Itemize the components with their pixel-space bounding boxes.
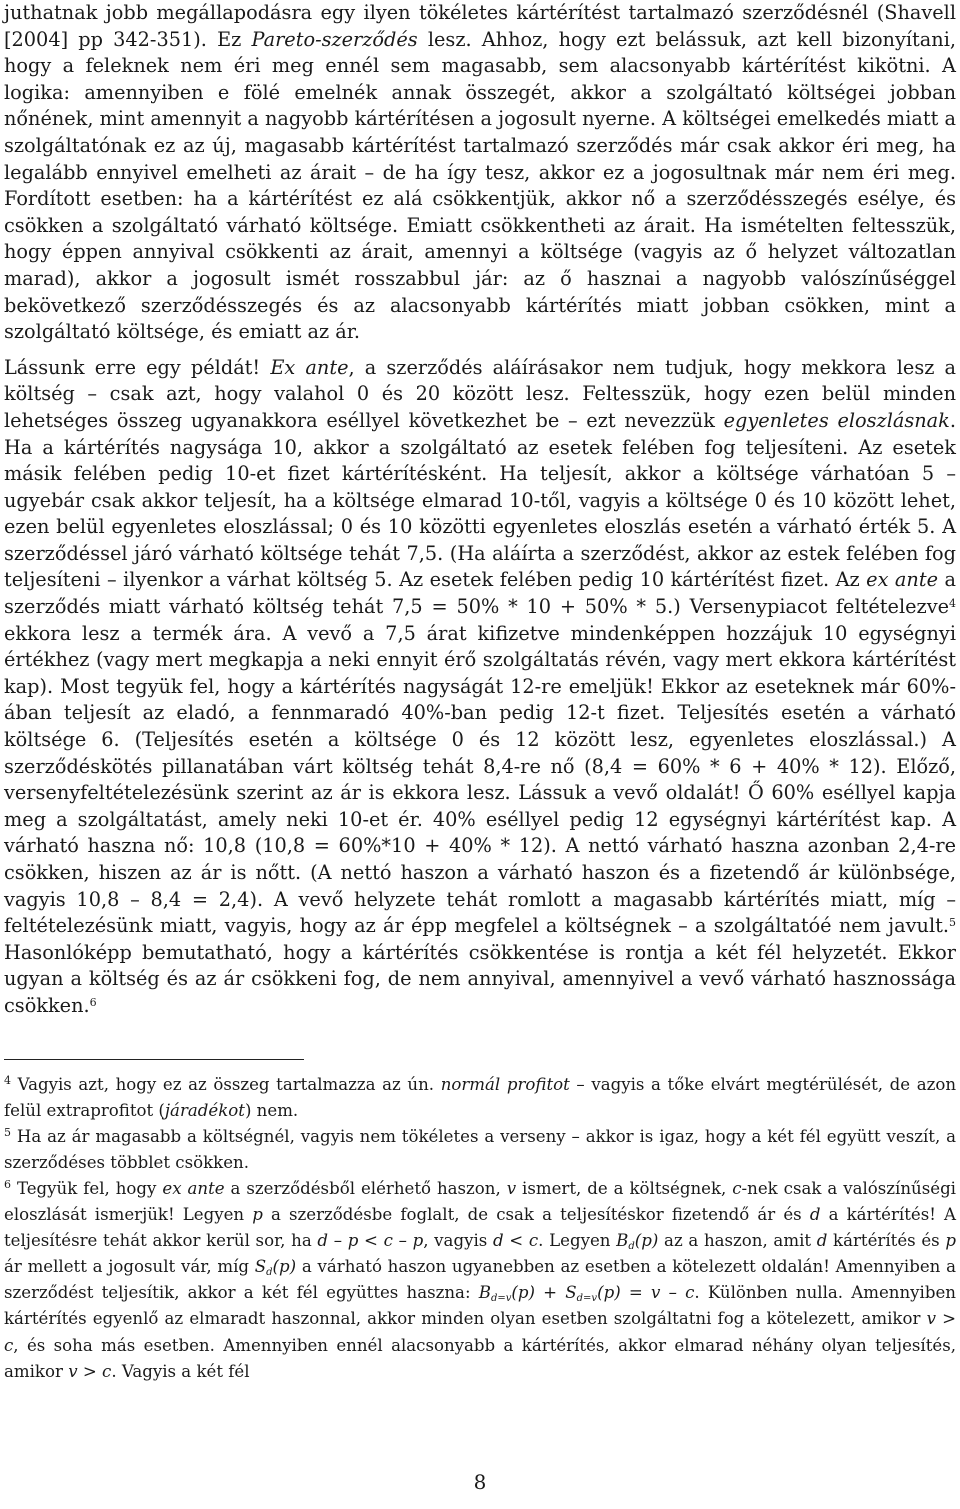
body-paragraph <box>4 0 956 346</box>
text-run: a szerződésbe foglalt, de csak a teljesítéskor fizetendő ár és <box>262 1205 810 1225</box>
text-run: ismert, de a költségnek, <box>516 1178 733 1198</box>
italic-text: c <box>732 1178 742 1198</box>
text-run: juthatnak jobb megállapodásra egy ilyen tökéletes kártérítést tartalmazó szerződésnél (Shavell [2004] pp 342-351). Ez <box>4 1 956 51</box>
footnote-separator <box>4 1059 304 1060</box>
footnote-marker: 6 <box>89 995 97 1009</box>
footnote-marker: 5 <box>4 1125 11 1139</box>
text-run: ár mellett a jogosult vár, míg <box>4 1257 255 1277</box>
footnote-marker: 6 <box>4 1177 11 1191</box>
italic-text: d <box>816 1231 828 1251</box>
text-run: . Ha a kártérítés nagysága 10, akkor a szolgáltató az esetek felében fog teljesíteni. Az esetek másik felében pedig 10-et fizet kártérítésként. Ha teljesít, akkor a költsége várhatóan 5 – ugyebár csak akkor teljesít, ha a költsége elmarad 10-től, vagyis a költsége 0 és 10 között lehet, ezen belül egyenletes eloszlással; 0 és 10 közötti egyenletes eloszlás esetén a várható érték 5. A szerződéssel járó várható költsége tehát 7,5. (Ha aláírta a szerződést, akkor az estek felében fog teljesíteni – ilyenkor a várhat költség 5. Az esetek felében pedig 10 kártérítést fizet. Az <box>4 408 956 592</box>
footnote-marker: 4 <box>949 597 956 611</box>
italic-text: (p) <box>272 1257 297 1277</box>
subscript: d <box>628 1241 635 1253</box>
text-run: az a haszon, amit <box>658 1231 817 1251</box>
text-run: . Különben nulla. Amennyiben kártérítés egyenlő az elmaradt haszonnal, akkor minden olyan esetben szolgáltatni fog a kötelezett, amikor <box>4 1283 956 1329</box>
text-run: , vagyis <box>423 1231 493 1251</box>
text-run: a várható haszon ugyanebben az esetben a kötelezett oldalán! Amennyiben a szerződést teljesítik, akkor a két fél együttes haszna: <box>4 1257 956 1303</box>
footnote-marker: 4 <box>4 1073 11 1087</box>
text-run: Tegyük fel, hogy <box>11 1178 163 1198</box>
italic-text: ex ante <box>866 568 939 592</box>
italic-text: d – p < c – p <box>317 1231 424 1251</box>
footnote <box>4 1176 956 1385</box>
italic-text: (p) = v – c <box>597 1283 695 1303</box>
text-run: a szerződés miatt várható költség tehát 7,5 = 50% * 10 + 50% * 5.) Versenypiacot feltételezve <box>4 568 956 619</box>
italic-text: p <box>945 1231 957 1251</box>
italic-text: Pareto-szerződés <box>251 27 418 51</box>
text-run: lesz. Ahhoz, hogy ezt belássuk, azt kell bizonyítani, hogy a feleknek nem éri meg ennél sem magasabb, sem alacsonyabb kártérítést kikötni. A logika: amennyiben e fölé emelnék annak összegét, akkor a szolgáltató költségei jobban nőnének, mint amennyit a nagyobb kártérítésen a jogosult nyerne. A költségei emelkedés miatt a szolgáltatónak ez az új, magasabb kártérítést tartalmazó szerződés már csak akkor éri meg, ha legalább ennyivel emelheti az árait – de ha így tesz, akkor ez a jogosultnak már nem éri meg. Fordított esetben: ha a kártérítést ez alá csökkentjük, akkor nő a szerződésszegés esélye, és csökken a szolgáltató várható költsége. Emiatt csökkentheti az árait. Ha ismételten feltesszük, hogy éppen annyival csökkenti az árait, amennyi a költsége (vagyis az ő helyzet változatlan marad), akkor a jogosult ismét rosszabbul jár: az ő hasznai a nagyobb valószínűséggel bekövetkező szerződésszegés és az alacsonyabb kártérítés miatt jobban csökken, mint a szolgáltató költsége, és emiatt az ár. <box>4 27 956 344</box>
text-run: , a szerződés aláírásakor nem tudjuk, hogy mekkora lesz a költség – csak azt, hogy valahol 0 és 20 között lesz. Feltesszük, hogy ezen belül minden lehetséges összeg ugyanakkora eséllyel következhet be – ezt nevezzük <box>4 355 957 432</box>
footnote <box>4 1072 956 1124</box>
italic-text: Ex ante <box>270 355 349 379</box>
italic-text: (p) + S <box>511 1283 577 1303</box>
italic-text: v <box>506 1178 517 1198</box>
text-run: Lássunk erre egy példát! <box>4 355 271 379</box>
subscript: d=v <box>576 1293 598 1305</box>
text-run: Vagyis azt, hogy ez az összeg tartalmazza az ún. <box>11 1074 441 1094</box>
text-run: a szerződésből elérhető haszon, <box>224 1178 507 1198</box>
footnote-marker: 5 <box>949 916 956 930</box>
footnote <box>4 1124 956 1176</box>
italic-text: d <box>809 1205 821 1225</box>
italic-text: v > c <box>68 1361 112 1381</box>
text-run: Ha az ár magasabb a költségnél, vagyis nem tökéletes a verseny – akkor is igaz, hogy a két fél együtt veszít, a szerződéses többlet csökken. <box>4 1126 956 1172</box>
italic-text: B <box>616 1231 629 1251</box>
italic-text: d < c <box>492 1231 539 1251</box>
text-run: -nek csak a valószínűségi eloszlását ismerjük! Legyen <box>4 1178 956 1225</box>
text-run: . Legyen <box>538 1231 617 1251</box>
text-run: ekkora lesz a termék ára. A vevő a 7,5 árat kifizetve mindenképpen hozzájuk 10 egységnyi értékhez (vagy mert megkapja a neki ennyit érő szolgáltatás révén, vagy mert ekkora kártérítést kap). Most tegyük fel, hogy a kártérítés nagyságát 12-re emeljük! Ekkor az eseteknek már 60%-ában teljesít az eladó, a fennmaradó 40%-ban pedig 12-t fizet. Teljesítés esetén a várható költsége 6. (Teljesítés esetén a költsége 0 és 12 között lesz, egyenletes eloszlással.) A szerződéskötés pillanatában várt költség tehát 8,4-re nő (8,4 = 60% * 6 + 40% * 12). Előző, versenyfeltételezésünk szerint az ár is ekkora lesz. Lássuk a vevő oldalát! Ő 60% eséllyel kapja meg a szolgáltatást, amely neki 10-et ér. 40% eséllyel pedig 12 egységnyi kártérítést kap. A várható haszna nő: 10,8 (10,8 = 60%*10 + 40% * 12). A nettó várható haszna azonban 2,4-re csökken, hiszen az ár is nőtt. (A nettó haszon a várható haszon és a fizetendő ár különbsége, vagyis 10,8 – 8,4 = 2,4). A vevő helyzete tehát romlott a magasabb kártérítés miatt, míg – feltételezésünk miatt, vagyis, hogy az ár épp megfelel a költségnek – a szolgáltatóé nem javult. <box>4 621 956 938</box>
text-run: kártérítés és <box>827 1231 946 1251</box>
page-number: 8 <box>473 1470 487 1494</box>
italic-text: (p) <box>634 1231 659 1251</box>
text-run: ) nem. <box>244 1100 299 1120</box>
italic-text: S <box>254 1257 267 1277</box>
subscript: d <box>266 1267 273 1279</box>
body-paragraph <box>4 355 956 1020</box>
document-page <box>4 0 956 1385</box>
text-run: a kártérítés! A teljesítésre tehát akkor kerül sor, ha <box>4 1205 957 1251</box>
text-run: . Vagyis a két fél <box>111 1361 250 1381</box>
italic-text: p <box>252 1205 263 1225</box>
italic-text: normál profitot <box>440 1074 570 1094</box>
italic-text: ex ante <box>162 1178 225 1198</box>
text-run: , és soha más esetben. Amennyiben ennél alacsonyabb a kártérítés, akkor elmarad néhány olyan teljesítés, amikor <box>4 1335 956 1381</box>
italic-text: járadékot <box>164 1100 245 1120</box>
italic-text: v > c <box>4 1309 956 1355</box>
text-run: Hasonlóképp bemutatható, hogy a kártérítés csökkentése is rontja a két fél helyzetét. Ekkor ugyan a költség és az ár csökkeni fog, de nem annyival, amennyivel a vevő várható hasznossága csökken. <box>4 940 956 1017</box>
subscript: d=v <box>490 1293 512 1305</box>
text-run: – vagyis a tőke elvárt megtérülését, de azon felül extraprofitot ( <box>4 1074 957 1120</box>
italic-text: B <box>478 1283 491 1303</box>
italic-text: egyenletes eloszlásnak <box>723 408 950 432</box>
